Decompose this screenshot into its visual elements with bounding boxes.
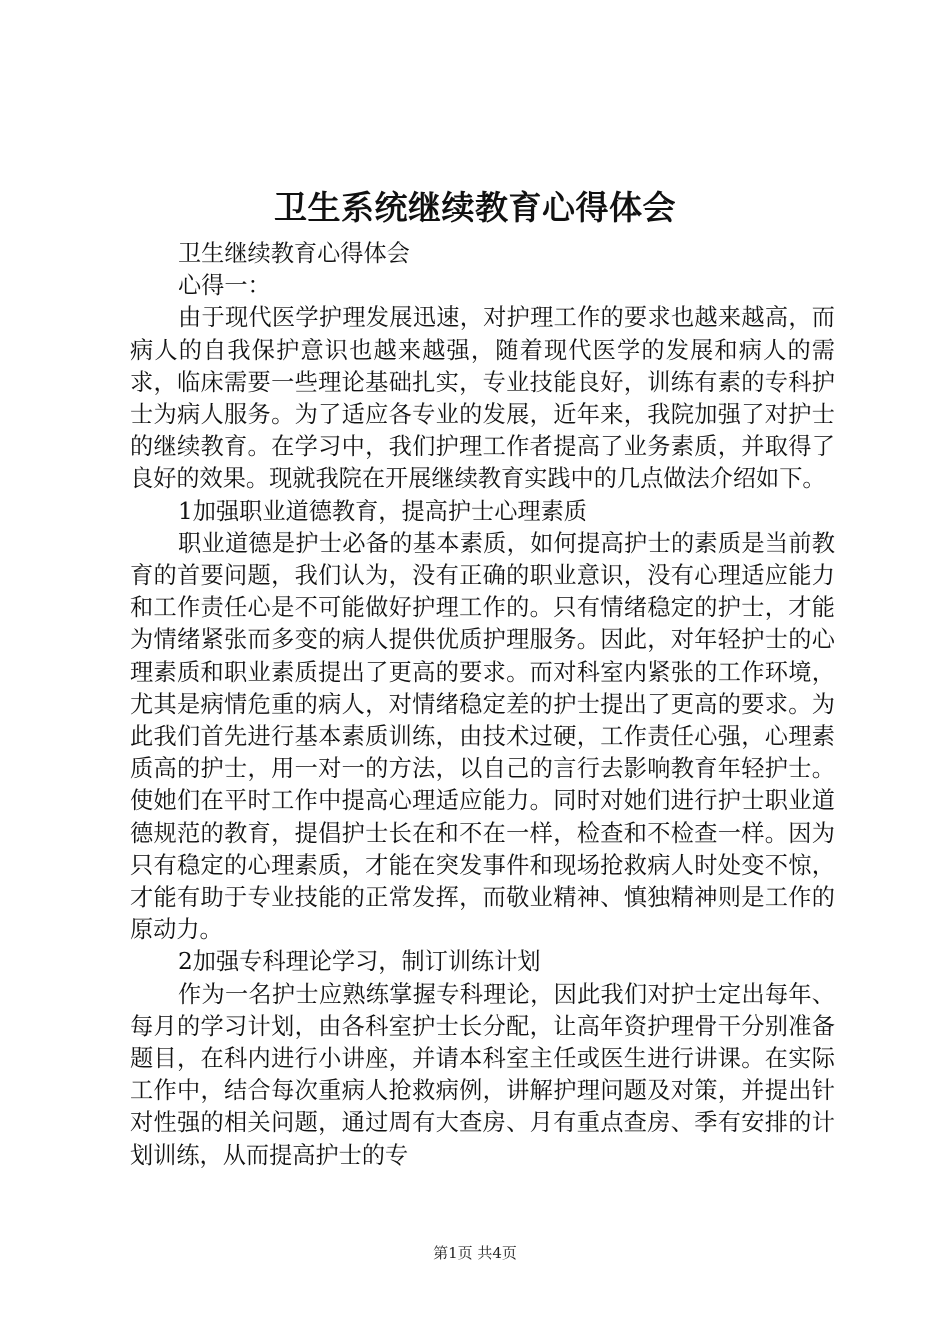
paragraph-intro: 由于现代医学护理发展迅速，对护理工作的要求也越来越高，而病人的自我保护意识也越来越强，随着现代医学的发展和病人的需求，临床需要一些理论基础扎实，专业技能良好，训练有素的专科护士为病人服务。为了适应各专业的发展，近年来，我院加强了对护士的继续教育。在学习中，我们护理工作者提高了业务素质，并取得了良好的效果。现就我院在开展继续教育实践中的几点做法介绍如下。 xyxy=(130,304,835,493)
subtitle: 卫生继续教育心得体会 xyxy=(178,240,410,267)
paragraph-section-2: 作为一名护士应熟练掌握专科理论，因此我们对护士定出每年、每月的学习计划，由各科室护士长分配，让高年资护理骨干分别准备题目，在科内进行小讲座，并请本科室主任或医生进行讲课。在实际工作中，结合每次重病人抢救病例，讲解护理问题及对策，并提出针对性强的相关问题，通过周有大查房、月有重点查房、季有安排的计划训练，从而提高护士的专 xyxy=(130,980,835,1169)
paragraph-section-1: 职业道德是护士必备的基本素质，如何提高护士的素质是当前教育的首要问题，我们认为，没有正确的职业意识，没有心理适应能力和工作责任心是不可能做好护理工作的。只有情绪稳定的护士，才能为情绪紧张而多变的病人提供优质护理服务。因此，对年轻护士的心理素质和职业素质提出了更高的要求。而对科室内紧张的工作环境，尤其是病情危重的病人，对情绪稳定差的护士提出了更高的要求。为此我们首先进行基本素质训练，由技术过硬，工作责任心强，心理素质高的护士，用一对一的方法，以自己的言行去影响教育年轻护士。使她们在平时工作中提高心理适应能力。同时对她们进行护士职业道德规范的教育，提倡护士长在和不在一样，检查和不检查一样。因为只有稳定的心理素质，才能在突发事件和现场抢救病人时处变不惊，才能有助于专业技能的正常发挥，而敬业精神、慎独精神则是工作的原动力。 xyxy=(130,529,835,944)
section-label: 心得一： xyxy=(178,272,271,300)
document-title: 卫生系统继续教育心得体会 xyxy=(274,188,676,227)
document-body xyxy=(130,238,835,1172)
section-heading-2: 2加强专科理论学习，制订训练计划 xyxy=(178,948,541,976)
section-heading-1: 1加强职业道德教育，提高护士心理素质 xyxy=(178,497,587,525)
page-number-footer: 第1页 共4页 xyxy=(433,1244,517,1262)
